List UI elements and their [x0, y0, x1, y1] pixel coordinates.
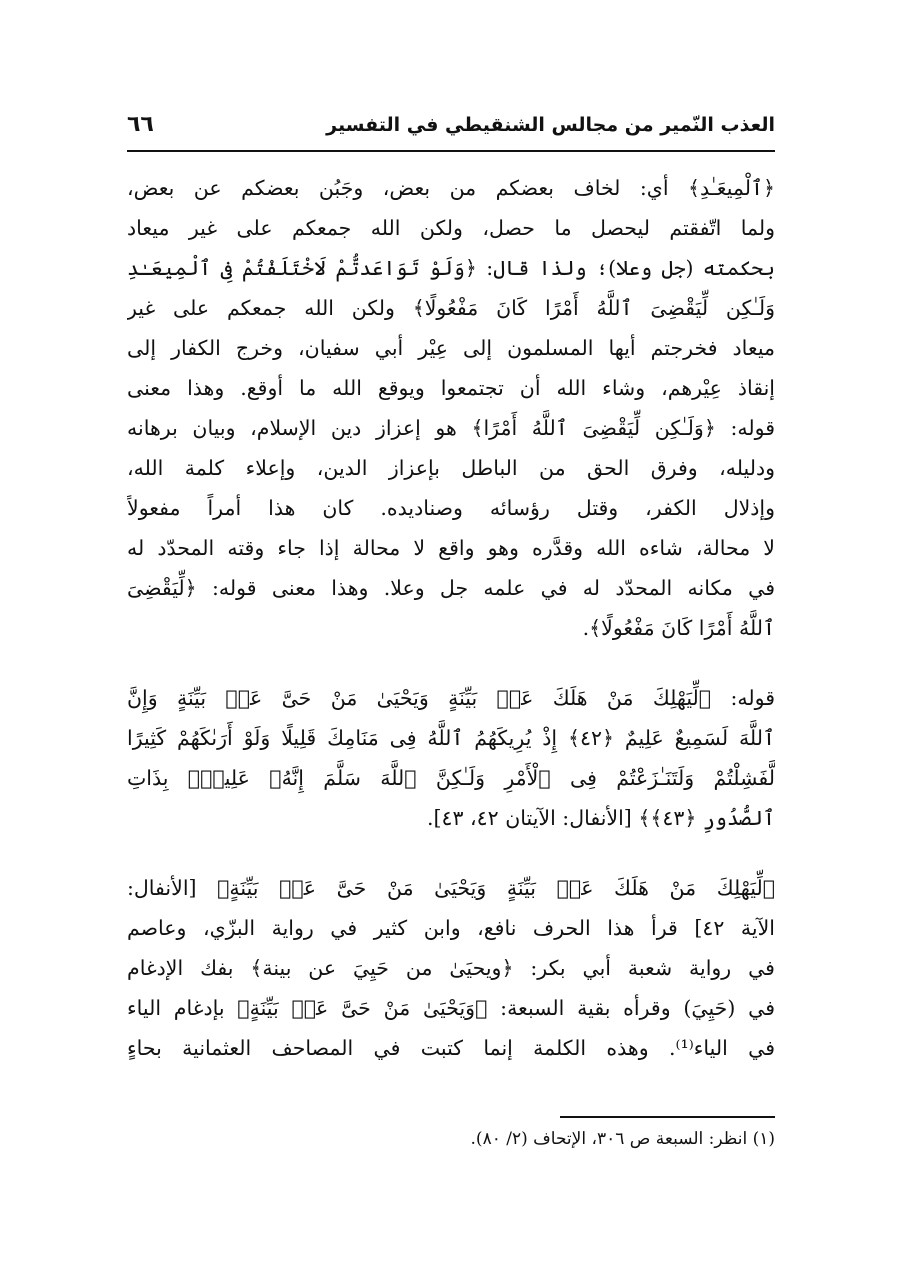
text-line: ٱللَّهُ أَمْرًا كَانَ مَفْعُولًا﴾. [582, 616, 775, 640]
text-line: ٱللَّهَ لَسَمِيعٌ عَلِيمٌ ﴿٤٢﴾ إِذْ يُرِيكَهُمُ ٱللَّهُ فِى مَنَامِكَ قَلِيلًا وَلَوْ أَرَىٰكَهُمْ كَثِيرًا [127, 726, 775, 750]
text-line: إنقاذ عِيْرهم، وشاء الله أن تجتمعوا ويوقع الله ما أوقع. وهذا معنى [127, 376, 775, 400]
text-line: الآية ٤٢] قرأ هذا الحرف نافع، وابن كثير في رواية البزّي، وعاصم [127, 916, 775, 940]
text-line: لا محالة، شاءه الله وقدَّره وهو واقع لا محالة إذا جاء وقته المحدّد له [127, 536, 775, 560]
text-line: في الياء⁽¹⁾. وهذه الكلمة إنما كتبت في المصاحف العثمانية بحاءٍ [127, 1036, 775, 1060]
page-number: ٦٦ [127, 112, 154, 137]
text-line: في (حَيِيَ) وقرأه بقية السبعة: ﴿وَيَحْيَىٰ مَنْ حَىَّ عَنۢ بَيِّنَةٍ﴾ بإدغام الياء [127, 996, 775, 1020]
running-title: العذب النّمير من مجالس الشنقيطي في التفسير [326, 114, 775, 136]
text-line: ميعاد فخرجتم أيها المسلمون إلى عِيْر أبي سفيان، وخرج الكفار إلى [127, 336, 775, 360]
text-line: ٱلصُّدُورِ ﴿٤٣﴾﴾ [الأنفال: الآيتان ٤٢، ٤٣]. [426, 806, 775, 830]
footnote: (١) انظر: السبعة ص ٣٠٦، الإتحاف (٢/ ٨٠). [470, 1129, 775, 1149]
page-header [127, 110, 775, 150]
text-line: وإذلال الكفر، وقتل رؤسائه وصناديده. كان هذا أمراً مفعولاً [127, 496, 775, 520]
paragraph-gap [127, 648, 775, 678]
text-line: بحكمته (جل وعلا)؛ ولذا قال: ﴿وَلَوْ تَوَاعَدتُّمْ لَاخْتَلَفْتُمْ فِى ٱلْمِيعَـٰدِ [127, 256, 775, 280]
text-line: ودليله، وفرق الحق من الباطل بإعزاز الدين، وإعلاء كلمة الله، [127, 456, 775, 480]
text-line: في مكانه المحدّد له في علمه جل وعلا. وهذا معنى قوله: ﴿لِّيَقْضِىَ [127, 576, 775, 600]
text-line: قوله: ﴿وَلَـٰكِن لِّيَقْضِىَ ٱللَّهُ أَمْرًا﴾ هو إعزاز دين الإسلام، وبيان برهانه [127, 416, 775, 440]
text-line: قوله: ﴿لِّيَهْلِكَ مَنْ هَلَكَ عَنۢ بَيِّنَةٍ وَيَحْيَىٰ مَنْ حَىَّ عَنۢ بَيِّنَةٍ وَإِنَّ [127, 686, 775, 710]
page-body [127, 168, 775, 1068]
text-line: في رواية شعبة أبي بكر: ﴿ويحيَىٰ من حَيِيَ عن بينة﴾ بفك الإدغام [127, 956, 775, 980]
text-line: ﴿لِّيَهْلِكَ مَنْ هَلَكَ عَنۢ بَيِّنَةٍ وَيَحْيَىٰ مَنْ حَىَّ عَنۢ بَيِّنَةٍ﴾ [الأنفال: [127, 876, 775, 900]
header-rule [127, 150, 775, 152]
paragraph-1 [127, 168, 775, 648]
text-line: لَّفَشِلْتُمْ وَلَتَنَـٰزَعْتُمْ فِى ٱلْأَمْرِ وَلَـٰكِنَّ ٱللَّهَ سَلَّمَ إِنَّهُۥ عَلِيمٌۢ بِذَاتِ [127, 766, 775, 790]
paragraph-gap [127, 838, 775, 868]
footnote-rule [560, 1116, 775, 1118]
text-line: ﴿ٱلْمِيعَـٰدِ﴾ أي: لخاف بعضكم من بعض، وجَبُن بعضكم عن بعض، [127, 176, 775, 200]
paragraph-3 [127, 868, 775, 1068]
paragraph-2 [127, 678, 775, 838]
text-line: ولما اتّفقتم ليحصل ما حصل، ولكن الله جمعكم على غير ميعاد [127, 216, 775, 240]
text-line: وَلَـٰكِن لِّيَقْضِىَ ٱللَّهُ أَمْرًا كَانَ مَفْعُولًا﴾ ولكن الله جمعكم على غير [127, 296, 775, 320]
